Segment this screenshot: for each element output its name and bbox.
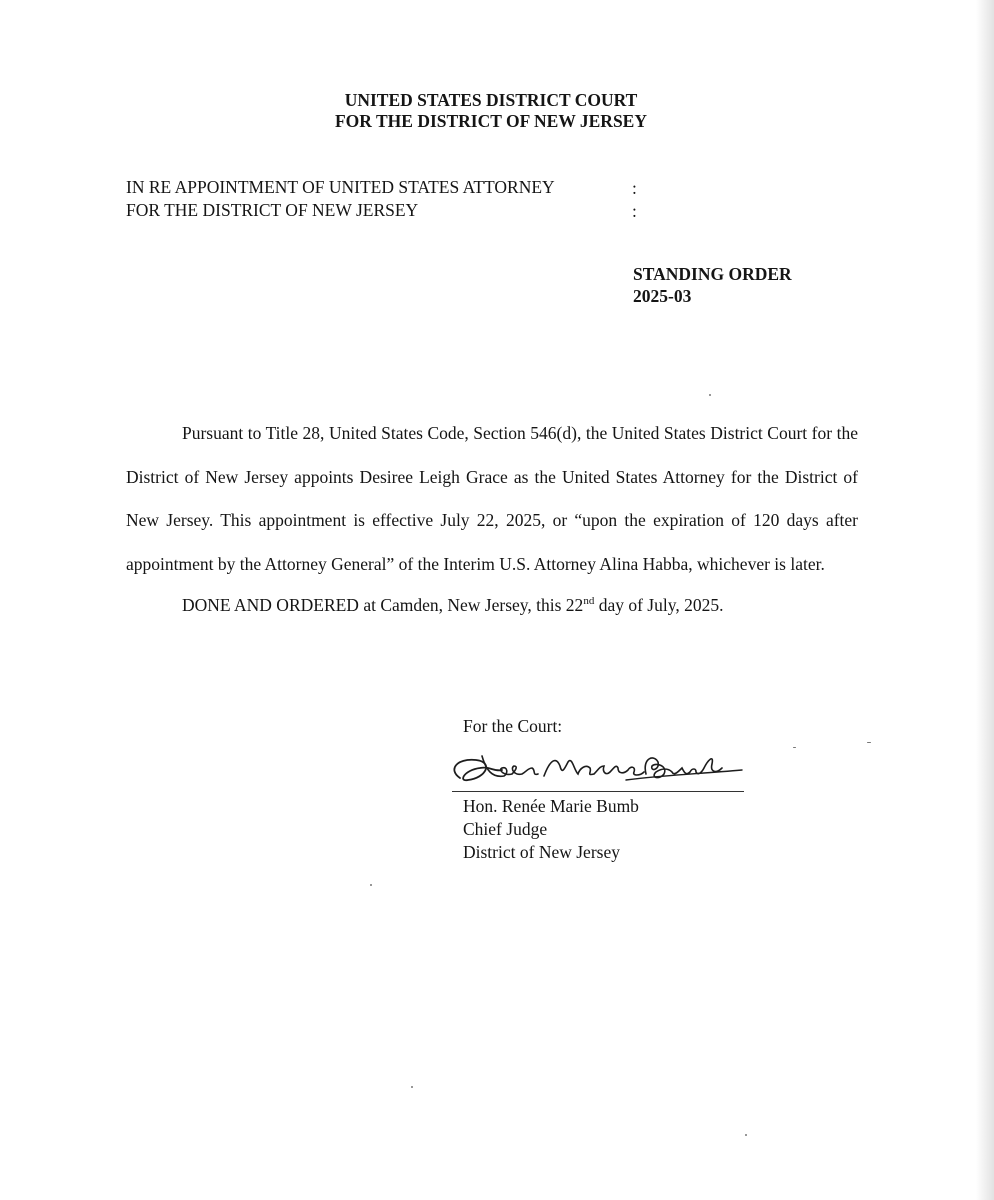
scan-speck (709, 394, 711, 396)
scan-speck (867, 742, 871, 743)
done-ordinal-suffix: nd (583, 595, 595, 607)
caption-line1: IN RE APPOINTMENT OF UNITED STATES ATTORNEY (126, 177, 555, 197)
caption-colon2: : (632, 201, 637, 221)
signature-line (452, 791, 744, 792)
signer-block (463, 795, 639, 864)
for-the-court-label: For the Court: (463, 716, 563, 736)
court-name-line1: UNITED STATES DISTRICT COURT (344, 90, 638, 110)
scan-speck (745, 1134, 747, 1136)
done-text-after: day of July, 2025. (594, 595, 724, 615)
order-number: 2025-03 (633, 286, 692, 306)
scan-speck (793, 747, 796, 748)
order-title-block (633, 263, 792, 307)
court-header (0, 90, 994, 132)
caption-line2: FOR THE DISTRICT OF NEW JERSEY (126, 200, 419, 220)
signer-district: District of New Jersey (463, 842, 620, 862)
scan-speck (370, 884, 372, 886)
page-edge-shadow (976, 0, 994, 1200)
order-title: STANDING ORDER (633, 264, 792, 284)
caption-colons (632, 177, 637, 223)
court-name-line2: FOR THE DISTRICT OF NEW JERSEY (334, 111, 647, 131)
done-text-before: DONE AND ORDERED at Camden, New Jersey, this 22 (182, 595, 584, 615)
order-body (126, 412, 858, 628)
caption-colon1: : (632, 178, 637, 198)
signer-name: Hon. Renée Marie Bumb (463, 796, 639, 816)
scan-speck (411, 1086, 413, 1088)
case-caption (126, 176, 555, 222)
signer-title: Chief Judge (463, 819, 548, 839)
done-and-ordered-line (126, 584, 858, 628)
judge-signature (446, 740, 746, 796)
order-paragraph: Pursuant to Title 28, United States Code, Section 546(d), the United States District Court for the District of New Jersey appoints Desiree Leigh Grace as the United States Attorney for the District of New Jersey. This appointment is effective July 22, 2025, or “upon the expiration of 120 days after appointment by the Attorney General” of the Interim U.S. Attorney Alina Habba, whichever is later. (126, 423, 858, 574)
